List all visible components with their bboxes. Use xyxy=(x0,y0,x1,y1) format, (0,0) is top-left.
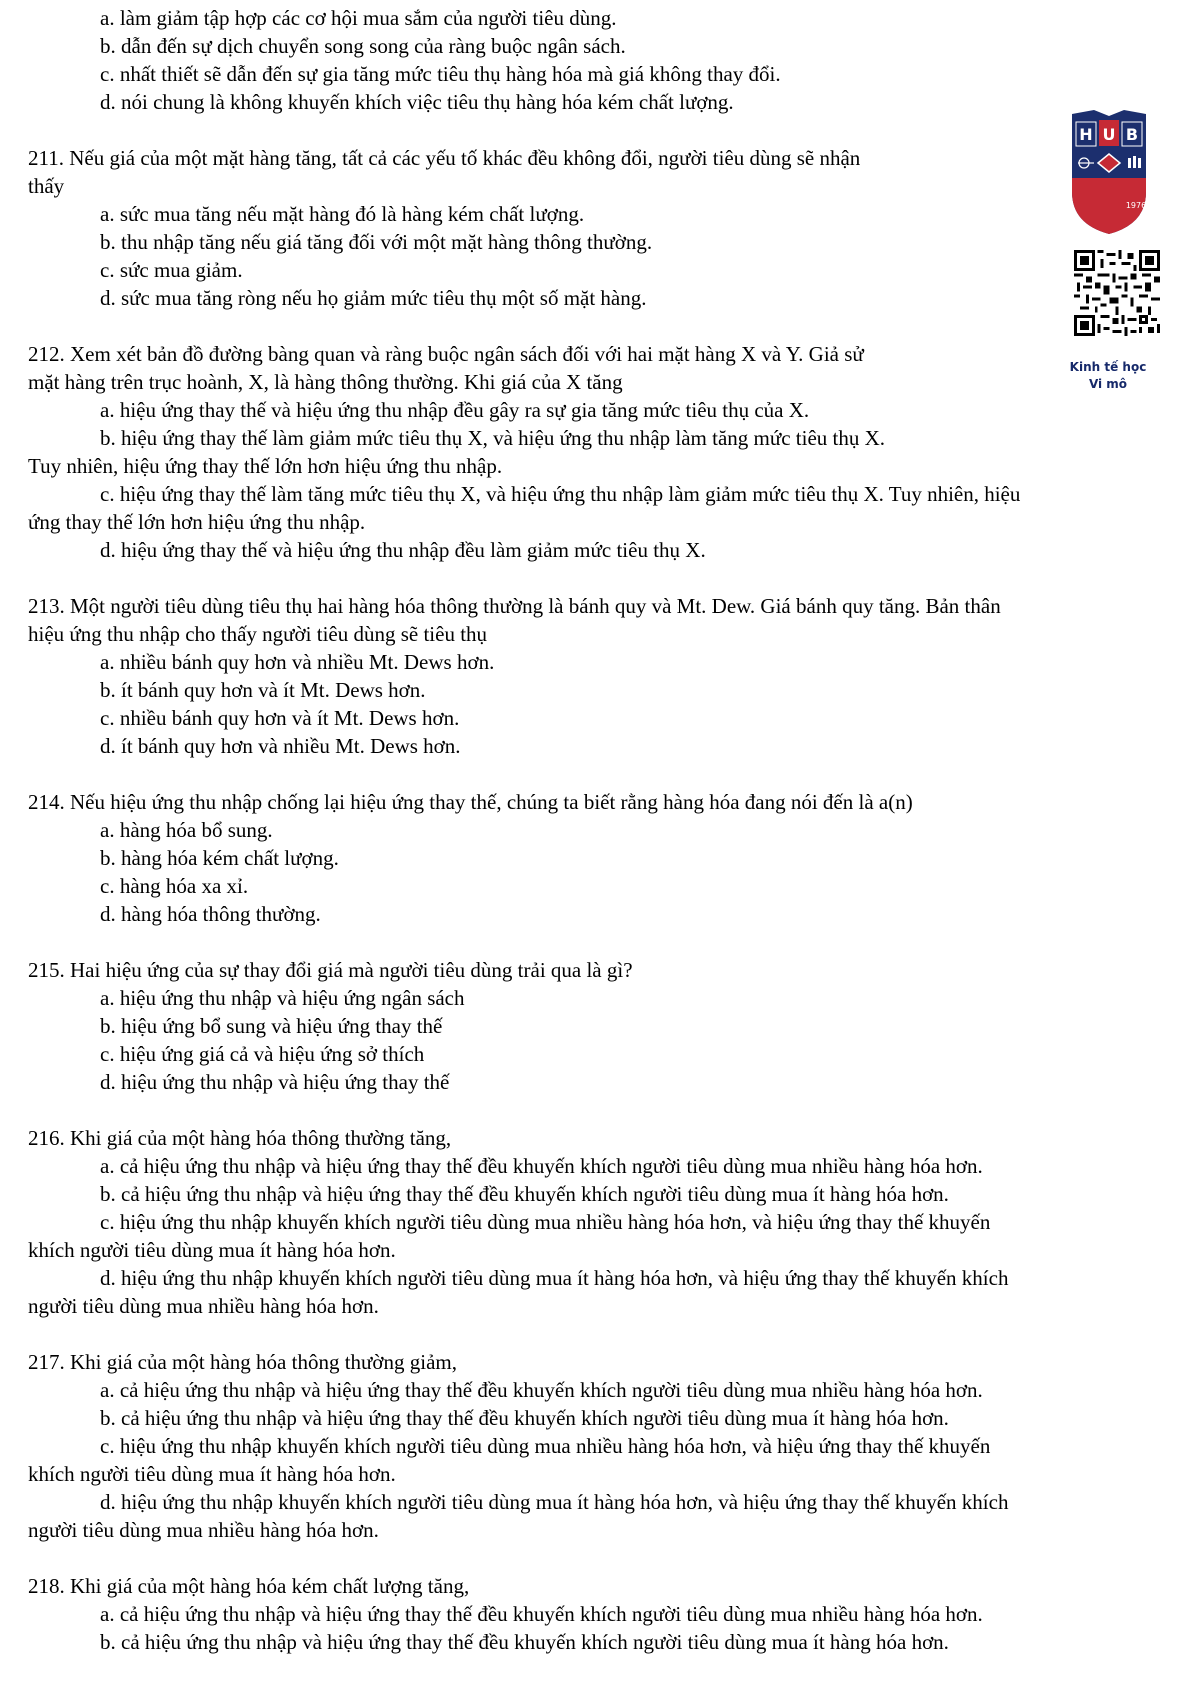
option-a: a. làm giảm tập hợp các cơ hội mua sắm của người tiêu dùng. xyxy=(100,6,617,30)
option-c: c. nhất thiết sẽ dẫn đến sự gia tăng mức tiêu thụ hàng hóa mà giá không thay đổi. xyxy=(100,62,781,86)
option-a: a. nhiều bánh quy hơn và nhiều Mt. Dews hơn. xyxy=(100,650,495,674)
option-b-cont: Tuy nhiên, hiệu ứng thay thế lớn hơn hiệu ứng thu nhập. xyxy=(28,454,503,478)
option-c: c. hiệu ứng thay thế làm tăng mức tiêu thụ X, và hiệu ứng thu nhập làm giảm mức tiêu thụ X. Tuy nhiên, hiệu xyxy=(100,482,1021,506)
option-a: a. hàng hóa bổ sung. xyxy=(100,818,273,842)
option-c-cont: khích người tiêu dùng mua ít hàng hóa hơn. xyxy=(28,1238,396,1262)
option-b: b. hàng hóa kém chất lượng. xyxy=(100,846,339,870)
option-d: d. hiệu ứng thu nhập và hiệu ứng thay thế xyxy=(100,1070,450,1094)
question-216-stem: 216. Khi giá của một hàng hóa thông thường tăng, xyxy=(28,1126,452,1150)
option-a: a. cả hiệu ứng thu nhập và hiệu ứng thay thế đều khuyến khích người tiêu dùng mua nhiều hàng hóa hơn. xyxy=(100,1378,983,1402)
option-a: a. hiệu ứng thu nhập và hiệu ứng ngân sách xyxy=(100,986,465,1010)
question-215-stem: 215. Hai hiệu ứng của sự thay đổi giá mà người tiêu dùng trải qua là gì? xyxy=(28,958,633,982)
option-b: b. cả hiệu ứng thu nhập và hiệu ứng thay thế đều khuyến khích người tiêu dùng mua ít hàng hóa hơn. xyxy=(100,1630,949,1654)
option-d: d. hiệu ứng thu nhập khuyến khích người tiêu dùng mua ít hàng hóa hơn, và hiệu ứng thay thế khuyến khích xyxy=(100,1490,1009,1514)
option-c: c. hiệu ứng thu nhập khuyến khích người tiêu dùng mua nhiều hàng hóa hơn, và hiệu ứng thay thế khuyến xyxy=(100,1434,991,1458)
option-b: b. hiệu ứng thay thế làm giảm mức tiêu thụ X, và hiệu ứng thu nhập làm tăng mức tiêu thụ X. xyxy=(100,426,886,450)
subject-sublabel: Vi mô xyxy=(1088,377,1128,391)
option-c-cont: khích người tiêu dùng mua ít hàng hóa hơn. xyxy=(28,1462,396,1486)
subject-label: Kinh tế học xyxy=(1069,360,1147,374)
option-b: b. dẫn đến sự dịch chuyển song song của ràng buộc ngân sách. xyxy=(100,34,626,58)
option-d-cont: người tiêu dùng mua nhiều hàng hóa hơn. xyxy=(28,1294,379,1318)
svg-text:U: U xyxy=(1102,125,1116,144)
svg-text:1976: 1976 xyxy=(1125,201,1147,210)
option-d: d. hiệu ứng thu nhập khuyến khích người tiêu dùng mua ít hàng hóa hơn, và hiệu ứng thay thế khuyến khích xyxy=(100,1266,1009,1290)
option-d: d. nói chung là không khuyến khích việc tiêu thụ hàng hóa kém chất lượng. xyxy=(100,90,734,114)
option-a: a. sức mua tăng nếu mặt hàng đó là hàng kém chất lượng. xyxy=(100,202,585,226)
option-b: b. cả hiệu ứng thu nhập và hiệu ứng thay thế đều khuyến khích người tiêu dùng mua ít hàng hóa hơn. xyxy=(100,1406,949,1430)
question-217-stem: 217. Khi giá của một hàng hóa thông thường giảm, xyxy=(28,1350,458,1374)
document-body xyxy=(28,4,1168,1656)
hub-logo-icon xyxy=(1070,108,1148,236)
option-c: c. hiệu ứng thu nhập khuyến khích người tiêu dùng mua nhiều hàng hóa hơn, và hiệu ứng thay thế khuyến xyxy=(100,1210,991,1234)
option-c: c. nhiều bánh quy hơn và ít Mt. Dews hơn. xyxy=(100,706,460,730)
option-a: a. cả hiệu ứng thu nhập và hiệu ứng thay thế đều khuyến khích người tiêu dùng mua nhiều hàng hóa hơn. xyxy=(100,1602,983,1626)
question-211-stem: 211. Nếu giá của một mặt hàng tăng, tất cả các yếu tố khác đều không đổi, người tiêu dùng sẽ nhận xyxy=(28,146,861,170)
question-218-stem: 218. Khi giá của một hàng hóa kém chất lượng tăng, xyxy=(28,1574,470,1598)
option-b: b. ít bánh quy hơn và ít Mt. Dews hơn. xyxy=(100,678,426,702)
qr-code-icon xyxy=(1074,250,1160,336)
option-d: d. hiệu ứng thay thế và hiệu ứng thu nhập đều làm giảm mức tiêu thụ X. xyxy=(100,538,706,562)
option-b: b. hiệu ứng bổ sung và hiệu ứng thay thế xyxy=(100,1014,443,1038)
option-d: d. hàng hóa thông thường. xyxy=(100,902,321,926)
option-c-cont: ứng thay thế lớn hơn hiệu ứng thu nhập. xyxy=(28,510,366,534)
option-c: c. sức mua giảm. xyxy=(100,258,243,282)
svg-text:B: B xyxy=(1125,125,1139,144)
option-b: b. cả hiệu ứng thu nhập và hiệu ứng thay thế đều khuyến khích người tiêu dùng mua ít hàng hóa hơn. xyxy=(100,1182,949,1206)
sidebar-branding xyxy=(1052,108,1164,398)
question-212-stem-cont: mặt hàng trên trục hoành, X, là hàng thông thường. Khi giá của X tăng xyxy=(28,370,623,394)
question-212-stem: 212. Xem xét bản đồ đường bàng quan và ràng buộc ngân sách đối với hai mặt hàng X và Y. Giả sử xyxy=(28,342,864,366)
option-a: a. cả hiệu ứng thu nhập và hiệu ứng thay thế đều khuyến khích người tiêu dùng mua nhiều hàng hóa hơn. xyxy=(100,1154,983,1178)
option-c: c. hiệu ứng giá cả và hiệu ứng sở thích xyxy=(100,1042,425,1066)
option-d: d. ít bánh quy hơn và nhiều Mt. Dews hơn. xyxy=(100,734,461,758)
question-213-stem: 213. Một người tiêu dùng tiêu thụ hai hàng hóa thông thường là bánh quy và Mt. Dew. Giá bánh quy tăng. Bản thân xyxy=(28,594,1001,618)
question-211-stem-cont: thấy xyxy=(28,174,65,198)
svg-text:H: H xyxy=(1079,125,1093,144)
option-d: d. sức mua tăng ròng nếu họ giảm mức tiêu thụ một số mặt hàng. xyxy=(100,286,647,310)
option-b: b. thu nhập tăng nếu giá tăng đối với một mặt hàng thông thường. xyxy=(100,230,653,254)
option-a: a. hiệu ứng thay thế và hiệu ứng thu nhập đều gây ra sự gia tăng mức tiêu thụ của X. xyxy=(100,398,810,422)
option-d-cont: người tiêu dùng mua nhiều hàng hóa hơn. xyxy=(28,1518,379,1542)
question-213-stem-cont: hiệu ứng thu nhập cho thấy người tiêu dùng sẽ tiêu thụ xyxy=(28,622,488,646)
question-214-stem: 214. Nếu hiệu ứng thu nhập chống lại hiệu ứng thay thế, chúng ta biết rằng hàng hóa đang nói đến là a(n) xyxy=(28,790,913,814)
option-c: c. hàng hóa xa xỉ. xyxy=(100,874,249,898)
